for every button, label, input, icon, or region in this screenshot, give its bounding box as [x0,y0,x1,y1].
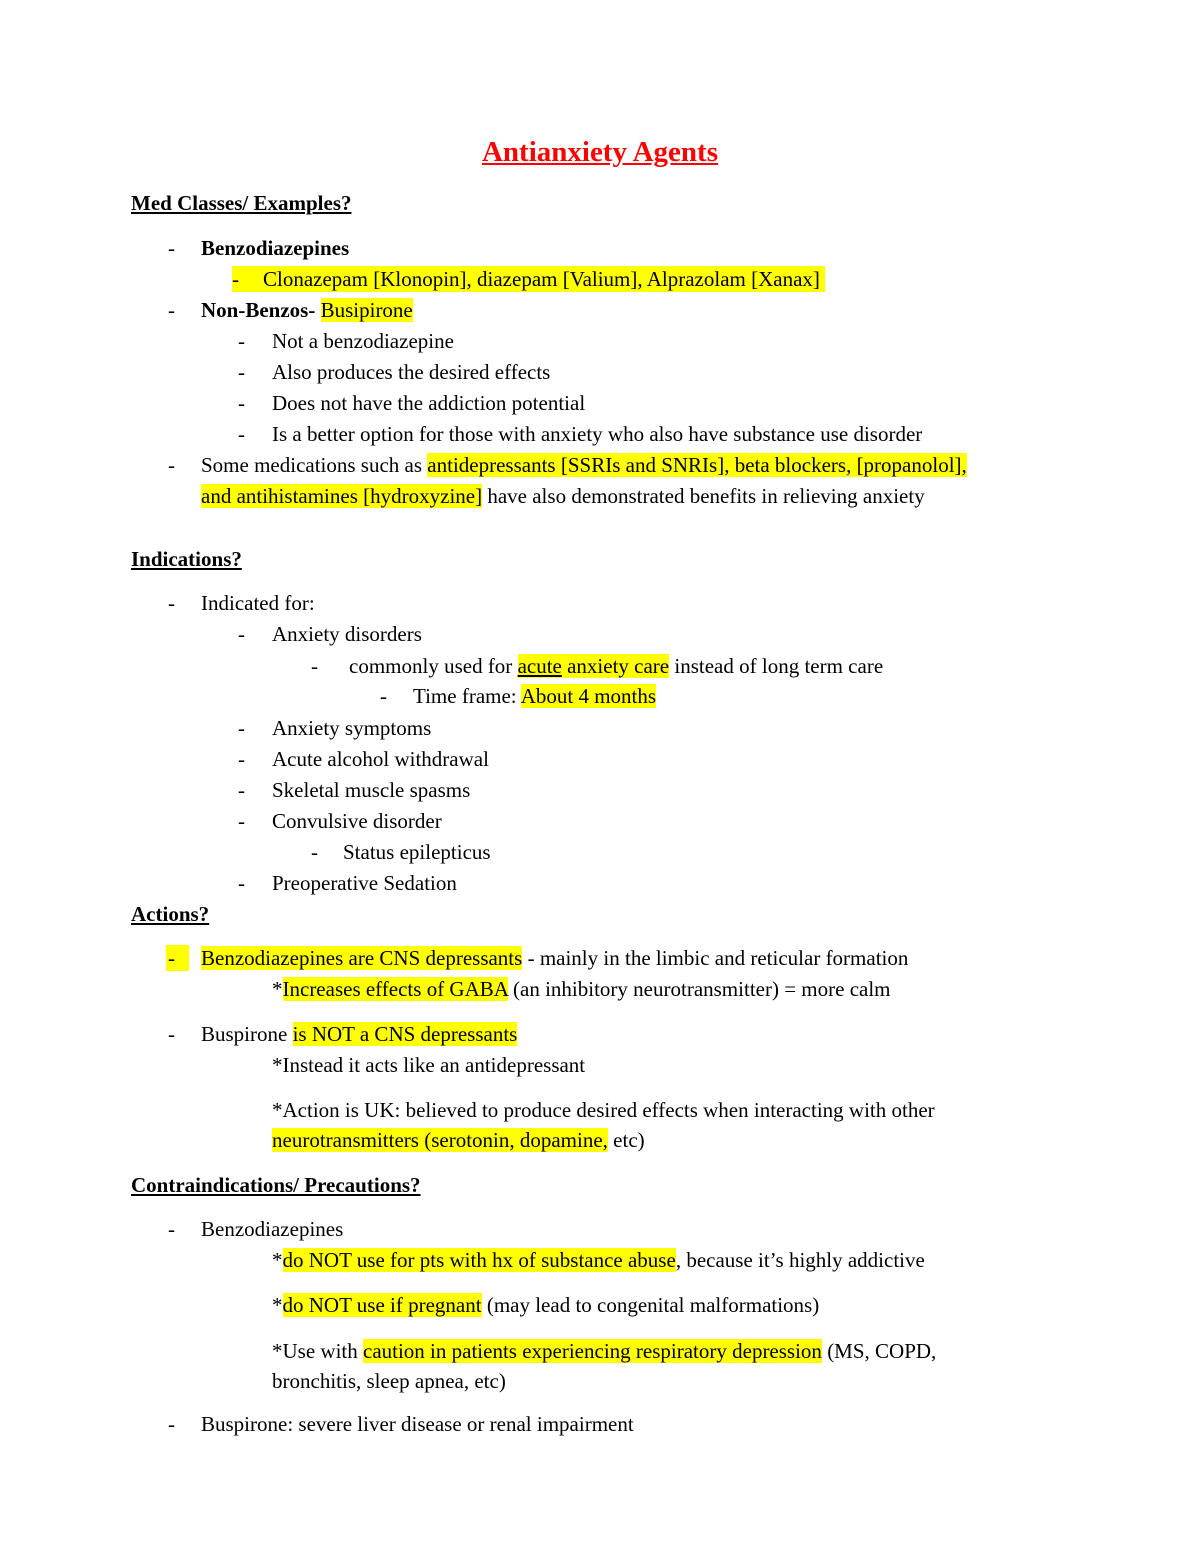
bullet-dash: - [238,391,245,415]
other-meds-prefix: Some medications such as [201,453,428,477]
bullet-dash: - [311,840,318,864]
gaba-star: * [272,977,283,1001]
other-meds-suffix: have also demonstrated benefits in relieving anxiety [482,484,925,508]
indication-item: Anxiety symptoms [272,716,432,740]
contra-highlight-2: do NOT use if pregnant [282,1293,482,1317]
nonbenzo-label: Non-Benzos- [201,298,316,322]
bullet-dash: - [380,684,387,708]
bullet-dash: - [168,591,175,615]
benzo-action-line [201,945,908,971]
bullet-dash: - [238,329,245,353]
other-meds-line-2 [201,483,925,509]
section-heading-contraindications: Contraindications/ Precautions? [131,1173,421,1197]
bullet-dash: - [166,945,189,971]
contra-star: * [272,1248,283,1272]
benzo-label: Benzodiazepines [201,236,350,260]
bullet-dash: - [168,236,175,260]
other-meds-line-1 [201,452,967,478]
contra-highlight-3: caution in patients experiencing respiratory depression [363,1339,822,1363]
contra-line-3 [272,1338,936,1364]
contra-rest-1: , because it’s highly addictive [675,1248,925,1272]
section-heading-actions: Actions? [131,902,210,926]
contra-highlight-1: do NOT use for pts with hx of substance abuse [282,1248,676,1272]
anxiety-care-highlight: anxiety care [561,654,670,678]
document-title: Antianxiety Agents [481,136,719,168]
timeframe-line [413,683,656,709]
bullet-dash: - [238,871,245,895]
indication-item: Convulsive disorder [272,809,442,833]
indication-item: Anxiety disorders [272,622,422,646]
nonbenzo-line [201,297,413,323]
contra-benzo: Benzodiazepines [201,1217,344,1241]
neurotransmitters-highlight: neurotransmitters (serotonin, dopamine, [272,1128,608,1152]
timeframe-label: Time frame: [413,684,521,708]
indicated-for: Indicated for: [201,591,315,615]
neurotransmitters-rest: etc) [607,1128,645,1152]
contra-line-1 [272,1247,925,1273]
bullet-dash: - [168,1217,175,1241]
bullet-dash: - [168,1022,175,1046]
benzo-action-rest: - mainly in the limbic and reticular formation [522,946,909,970]
bullet-dash: - [168,453,175,477]
benzo-examples-line [232,266,825,292]
bullet-dash: - [238,778,245,802]
contra-prefix-3: *Use with [272,1339,363,1363]
bullet-dash: - [168,1412,175,1436]
contra-rest-3: (MS, COPD, [821,1339,937,1363]
section-heading-indications: Indications? [131,547,242,571]
other-meds-highlight-1: antidepressants [SSRIs and SNRIs], beta blockers, [propanolol], [427,453,967,477]
nonbenzo-point: Does not have the addiction potential [272,391,586,415]
contra-rest-2: (may lead to congenital malformations) [481,1293,820,1317]
buspirone-highlight: is NOT a CNS depressants [292,1022,518,1046]
status-epilepticus: Status epilepticus [343,840,491,864]
gaba-line [272,976,891,1002]
benzo-examples: Clonazepam [Klonopin], diazepam [Valium], Alprazolam [Xanax] [263,267,820,291]
bullet-dash: - [238,422,245,446]
buspirone-prefix: Buspirone [201,1022,293,1046]
contra-line-3b: bronchitis, sleep apnea, etc) [272,1369,506,1393]
bullet-dash: - [238,622,245,646]
contra-line-2 [272,1292,819,1318]
nonbenzo-name: Busipirone [320,298,413,322]
other-meds-highlight-2: and antihistamines [hydroxyzine] [201,484,483,508]
nonbenzo-point: Not a benzodiazepine [272,329,454,353]
nonbenzo-point: Is a better option for those with anxiety who also have substance use disorder [272,422,923,446]
bullet-dash: - [238,809,245,833]
gaba-highlight: Increases effects of GABA [282,977,508,1001]
bullet-dash: - [168,298,175,322]
neurotransmitters-line [272,1127,645,1153]
acute-highlight: acute [517,654,562,678]
action-uk-line: *Action is UK: believed to produce desired effects when interacting with other [272,1098,935,1122]
gaba-rest: (an inhibitory neurotransmitter) = more calm [507,977,891,1001]
timeframe-value: About 4 months [520,684,657,708]
acute-prefix: commonly used for [349,654,518,678]
section-heading-med-classes: Med Classes/ Examples? [131,191,352,215]
contra-buspirone: Buspirone: severe liver disease or renal impairment [201,1412,634,1436]
contra-star: * [272,1293,283,1317]
bullet-dash: - [232,267,239,291]
buspirone-action-line [201,1021,517,1047]
indication-item: Preoperative Sedation [272,871,457,895]
bullet-dash: - [238,747,245,771]
instead-line: *Instead it acts like an antidepressant [272,1053,586,1077]
acute-care-line [349,653,883,679]
nonbenzo-point: Also produces the desired effects [272,360,551,384]
bullet-dash: - [238,716,245,740]
indication-item: Acute alcohol withdrawal [272,747,489,771]
benzo-action-highlight: Benzodiazepines are CNS depressants [201,946,523,970]
indication-item: Skeletal muscle spasms [272,778,471,802]
bullet-dash: - [311,654,318,678]
acute-suffix: instead of long term care [669,654,884,678]
bullet-dash: - [238,360,245,384]
